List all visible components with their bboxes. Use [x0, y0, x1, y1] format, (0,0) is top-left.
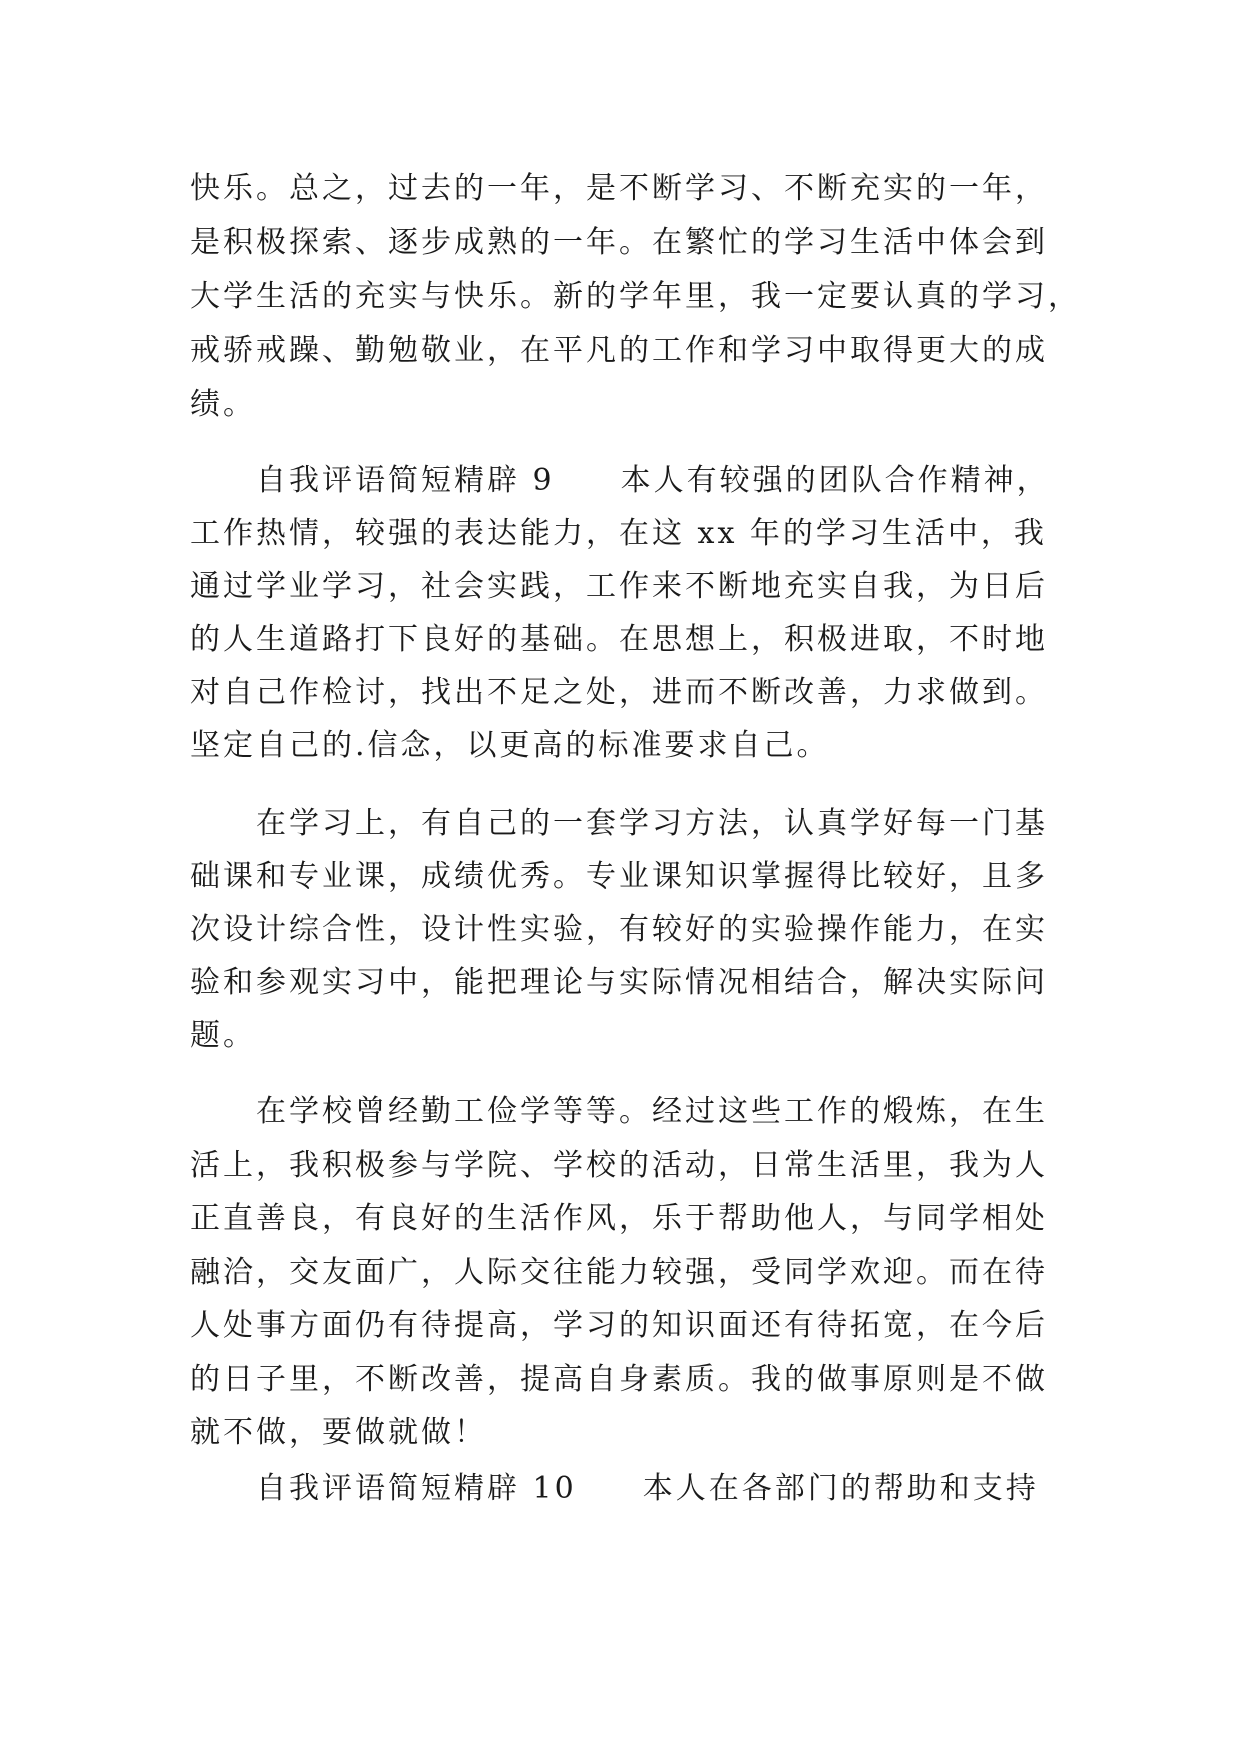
paragraph-line: 题。 — [190, 1018, 256, 1053]
paragraph-line: 验和参观实习中，能把理论与实际情况相结合，解决实际问 — [190, 965, 1048, 1000]
paragraph-line: 戒骄戒躁、勤勉敬业，在平凡的工作和学习中取得更大的成 — [190, 333, 1048, 368]
paragraph-line: 的人生道路打下良好的基础。在思想上，积极进取，不时地 — [190, 622, 1048, 657]
paragraph-line: 就不做，要做就做！ — [190, 1415, 487, 1450]
paragraph-line: 工作热情，较强的表达能力，在这 xx 年的学习生活中，我 — [190, 516, 1047, 551]
paragraph-line: 绩。 — [190, 387, 256, 422]
section-heading-10: 自我评语简短精辟 10 本人在各部门的帮助和支持 — [256, 1471, 1039, 1506]
paragraph-line: 融洽，交友面广，人际交往能力较强，受同学欢迎。而在待 — [190, 1255, 1048, 1290]
paragraph-line: 的日子里，不断改善，提高自身素质。我的做事原则是不做 — [190, 1362, 1048, 1397]
paragraph-line: 次设计综合性，设计性实验，有较好的实验操作能力，在实 — [190, 912, 1048, 947]
paragraph-line: 是积极探索、逐步成熟的一年。在繁忙的学习生活中体会到 — [190, 225, 1048, 260]
paragraph-line: 快乐。总之，过去的一年，是不断学习、不断充实的一年， — [190, 171, 1048, 206]
paragraph-line: 坚定自己的.信念，以更高的标准要求自己。 — [190, 728, 830, 763]
paragraph-line: 通过学业学习，社会实践，工作来不断地充实自我，为日后 — [190, 569, 1048, 604]
paragraph-line: 在学校曾经勤工俭学等等。经过这些工作的煅炼，在生 — [256, 1094, 1048, 1129]
paragraph-line: 对自己作检讨，找出不足之处，进而不断改善，力求做到。 — [190, 675, 1048, 710]
paragraph-line: 础课和专业课，成绩优秀。专业课知识掌握得比较好，且多 — [190, 859, 1048, 894]
paragraph-line: 正直善良，有良好的生活作风，乐于帮助他人，与同学相处 — [190, 1201, 1048, 1236]
paragraph-line: 活上，我积极参与学院、学校的活动，日常生活里，我为人 — [190, 1148, 1048, 1183]
paragraph-line: 在学习上，有自己的一套学习方法，认真学好每一门基 — [256, 806, 1048, 841]
paragraph-line: 大学生活的充实与快乐。新的学年里，我一定要认真的学习， — [190, 279, 1081, 314]
paragraph-line: 人处事方面仍有待提高，学习的知识面还有待拓宽，在今后 — [190, 1308, 1048, 1343]
section-heading-9: 自我评语简短精辟 9 本人有较强的团队合作精神， — [256, 463, 1050, 498]
